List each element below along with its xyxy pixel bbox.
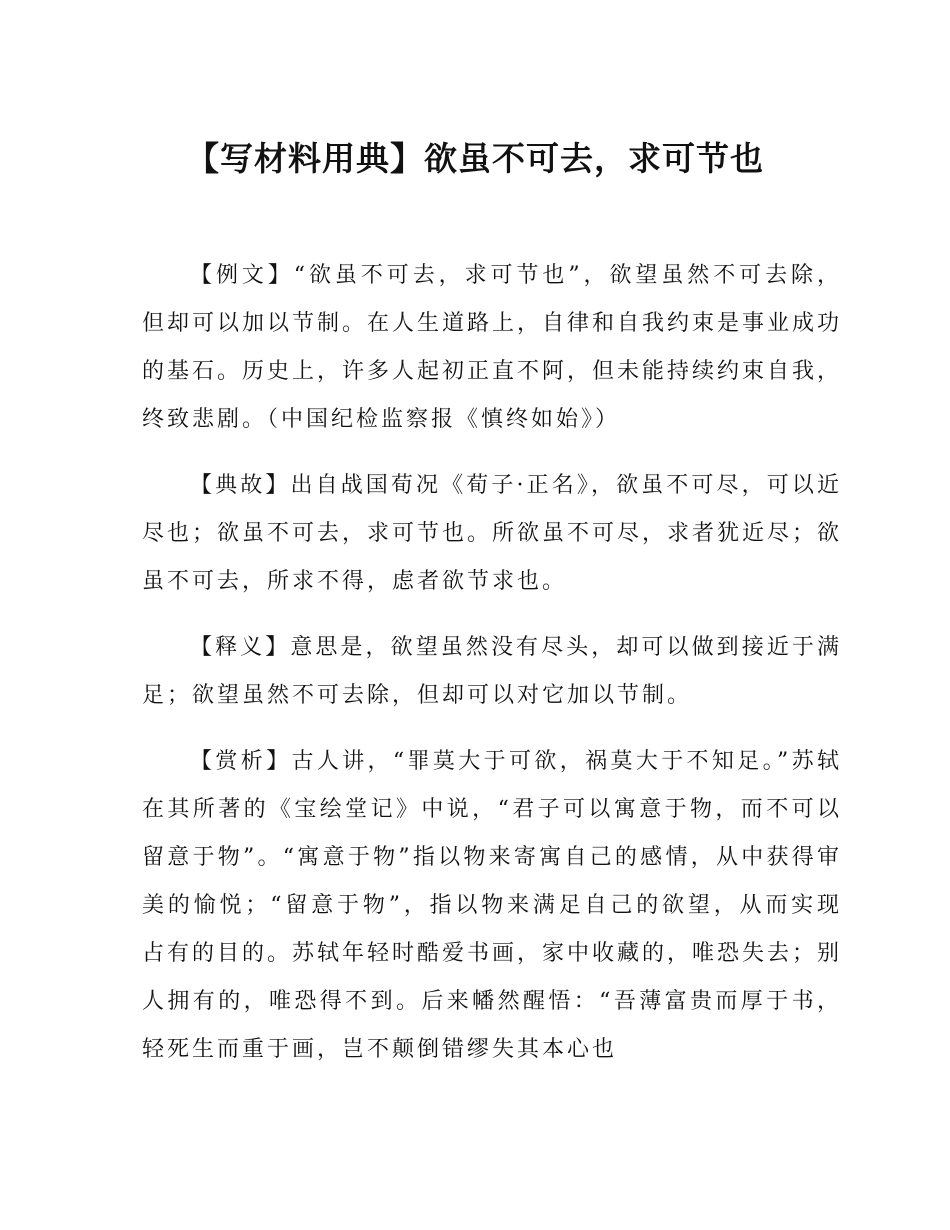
article-body [142,252,842,1092]
paragraph-interpretation: 【释义】意思是，欲望虽然没有尽头，却可以做到接近于满足；欲望虽然不可去除，但却可以对它加以节制。 [142,635,842,708]
paragraph-appreciation: 【赏析】古人讲，“罪莫大于可欲，祸莫大于不知足。”苏轼在其所著的《宝绘堂记》中说，“君子可以寓意于物，而不可以留意于物”。“寓意于物”指以物来寄寓自己的感情，从中获得审美的愉悦；“留意于物”，指以物来满足自己的欲望，从而实现占有的目的。苏轼年轻时酷爱书画，家中收藏的，唯恐失去；别人拥有的，唯恐得不到。后来幡然醒悟：“吾薄富贵而厚于书，轻死生而重于画，岂不颠倒错缪失其本心也 [142,749,843,1062]
paragraph-example: 【例文】“欲虽不可去，求可节也”，欲望虽然不可去除，但却可以加以节制。在人生道路上，自律和自我约束是事业成功的基石。历史上，许多人起初正直不阿，但未能持续约束自我，终致悲剧。（中国纪检监察报《慎终如始》） [142,263,843,432]
paragraph-allusion: 【典故】出自战国荀况《荀子·正名》，欲虽不可尽，可以近尽也；欲虽不可去，求可节也。所欲虽不可尽，求者犹近尽；欲虽不可去，所求不得，虑者欲节求也。 [142,473,843,594]
page-title: 【写材料用典】欲虽不可去，求可节也 [186,139,764,179]
